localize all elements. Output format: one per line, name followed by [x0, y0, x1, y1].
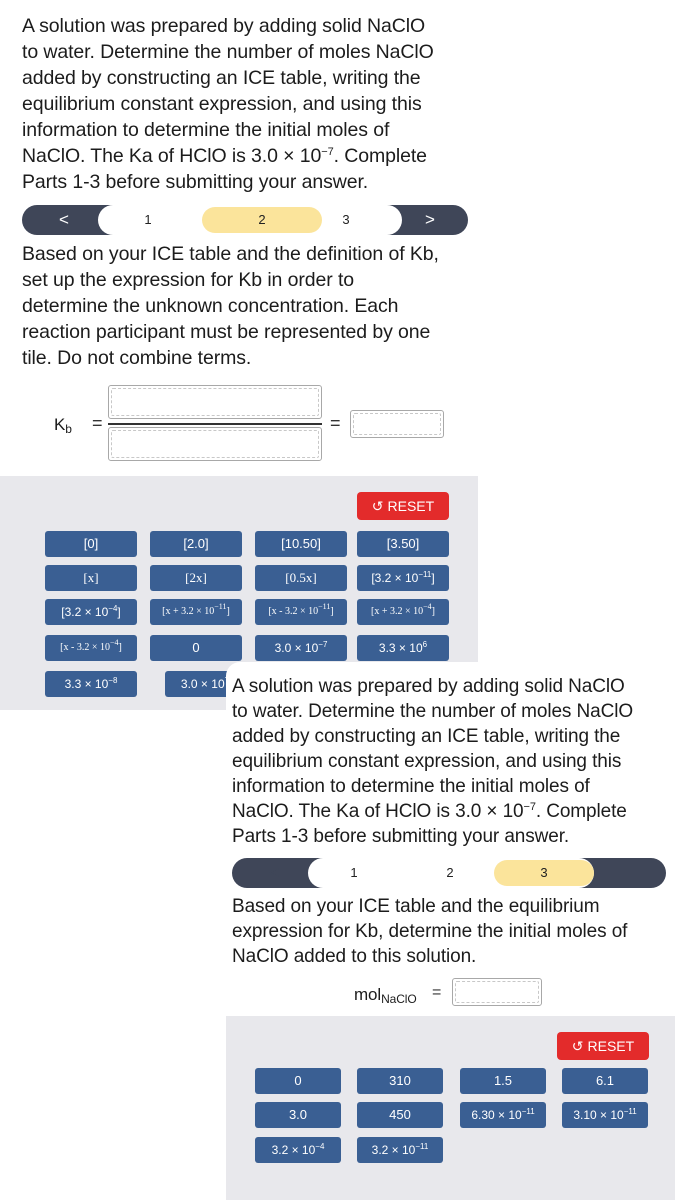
- intro-line: to water. Determine the number of moles NaClO: [22, 41, 434, 63]
- intro-line: equilibrium constant expression, and using this: [232, 751, 622, 772]
- intro-line-ka: NaClO. The Ka of HClO is $3.0 \times 10^{-7}$. Complete: [22, 145, 427, 167]
- prev-step-arrow-icon[interactable]: <: [59, 210, 69, 229]
- step-3[interactable]: 3: [342, 212, 350, 227]
- undo-arrow-icon: ↺: [571, 1038, 584, 1054]
- denominator-drop-zone[interactable]: [108, 427, 322, 461]
- intro-line: Parts 1-3 before submitting your answer.: [232, 826, 570, 847]
- tile-6-30e-11[interactable]: $6.30 \times 10^{-11}$: [460, 1102, 546, 1128]
- reset-button[interactable]: ↺ RESET: [357, 492, 449, 520]
- tile-3-50[interactable]: [3.50]: [357, 531, 449, 557]
- prompt-line: reaction participant must be represented by one: [22, 321, 431, 343]
- tile-3-10e-11[interactable]: $3.10 \times 10^{-11}$: [562, 1102, 648, 1128]
- tile-310[interactable]: 310: [357, 1068, 443, 1094]
- prompt-line: expression for Kb, determine the initial moles of: [232, 921, 628, 942]
- step-2[interactable]: 2: [446, 865, 454, 880]
- tile-zero[interactable]: 0: [150, 635, 242, 661]
- intro-line: information to determine the initial moles of: [22, 119, 390, 141]
- intro-line: information to determine the initial moles of: [232, 776, 590, 797]
- prev-step-arrow-icon[interactable]: <: [269, 863, 279, 882]
- equals-sign: =: [92, 413, 103, 433]
- equals-sign: =: [432, 984, 442, 1001]
- tile-0[interactable]: [0]: [45, 531, 137, 557]
- tile-3-2e-11[interactable]: $3.2 \times 10^{-11}$: [357, 1137, 443, 1163]
- tile-x-minus-3-2e-11[interactable]: $[x - 3.2 \times 10^{-11}]$: [255, 599, 347, 625]
- step-3-active[interactable]: 3: [494, 860, 594, 886]
- prompt-line: determine the unknown concentration. Each: [22, 295, 399, 317]
- tile-x-minus-3-2e-4[interactable]: $[x - 3.2 \times 10^{-4}]$: [45, 635, 137, 661]
- step-navigator: [22, 205, 468, 235]
- step-navigator: [232, 858, 666, 888]
- step-1[interactable]: 1: [144, 212, 152, 227]
- prompt-line: tile. Do not combine terms.: [22, 347, 252, 369]
- prompt-line: set up the expression for Kb in order to: [22, 269, 355, 291]
- intro-line-ka: NaClO. The Ka of HClO is $3.0 \times 10^{-7}$. Complete: [232, 801, 627, 822]
- tile-3-2e-4[interactable]: $[3.2 \times 10^{-4}]$: [45, 599, 137, 625]
- tile-0-5x[interactable]: [0.5x]: [255, 565, 347, 591]
- tile-zero[interactable]: 0: [255, 1068, 341, 1094]
- reset-button[interactable]: ↺ RESET: [557, 1032, 649, 1060]
- answer-drop-zone[interactable]: [350, 410, 444, 438]
- intro-line: A solution was prepared by adding solid NaClO: [232, 676, 625, 697]
- tile-6-1[interactable]: 6.1: [562, 1068, 648, 1094]
- intro-line: added by constructing an ICE table, writing the: [22, 67, 421, 89]
- tile-x-plus-3-2e-11[interactable]: $[x + 3.2 \times 10^{-11}]$: [150, 599, 242, 625]
- next-step-arrow-icon[interactable]: >: [425, 210, 435, 229]
- tile-3-0e7[interactable]: 3.0 × 10: [165, 671, 245, 697]
- tile-3-3e-8[interactable]: $3.3 \times 10^{-8}$: [45, 671, 137, 697]
- undo-arrow-icon: ↺: [371, 498, 384, 514]
- kb-label: $K_b$: [54, 415, 72, 436]
- tile-1-5[interactable]: 1.5: [460, 1068, 546, 1094]
- tile-3-2e-4[interactable]: $3.2 \times 10^{-4}$: [255, 1137, 341, 1163]
- step-1[interactable]: 1: [350, 865, 358, 880]
- tile-3-3e6[interactable]: $3.3 \times 10^6$: [357, 635, 449, 661]
- intro-line: added by constructing an ICE table, writing the: [232, 726, 621, 747]
- mol-naclo-label: mol$_{NaClO}$: [354, 985, 417, 1006]
- tile-2x[interactable]: [2x]: [150, 565, 242, 591]
- tile-450[interactable]: 450: [357, 1102, 443, 1128]
- prompt-line: Based on your ICE table and the equilibrium: [232, 896, 600, 917]
- prompt-line: NaClO added to this solution.: [232, 946, 477, 967]
- intro-line: A solution was prepared by adding solid NaClO: [22, 15, 426, 37]
- tile-3-0e-7[interactable]: $3.0 \times 10^{-7}$: [255, 635, 347, 661]
- intro-line: equilibrium constant expression, and using this: [22, 93, 422, 115]
- tile-10-50[interactable]: [10.50]: [255, 531, 347, 557]
- step-2-active[interactable]: 2: [202, 207, 322, 233]
- tile-x-plus-3-2e-4[interactable]: $[x + 3.2 \times 10^{-4}]$: [357, 599, 449, 625]
- answer-drop-zone[interactable]: [452, 978, 542, 1006]
- fraction-bar: [108, 423, 322, 425]
- equals-sign: =: [330, 413, 341, 433]
- tile-3-0[interactable]: 3.0: [255, 1102, 341, 1128]
- tile-x[interactable]: [x]: [45, 565, 137, 591]
- intro-line: Parts 1-3 before submitting your answer.: [22, 171, 369, 193]
- prompt-line: Based on your ICE table and the definition of Kb,: [22, 243, 439, 265]
- tile-2-0[interactable]: [2.0]: [150, 531, 242, 557]
- intro-line: to water. Determine the number of moles NaClO: [232, 701, 634, 722]
- numerator-drop-zone[interactable]: [108, 385, 322, 419]
- tile-3-2e-11[interactable]: $[3.2 \times 10^{-11}]$: [357, 565, 449, 591]
